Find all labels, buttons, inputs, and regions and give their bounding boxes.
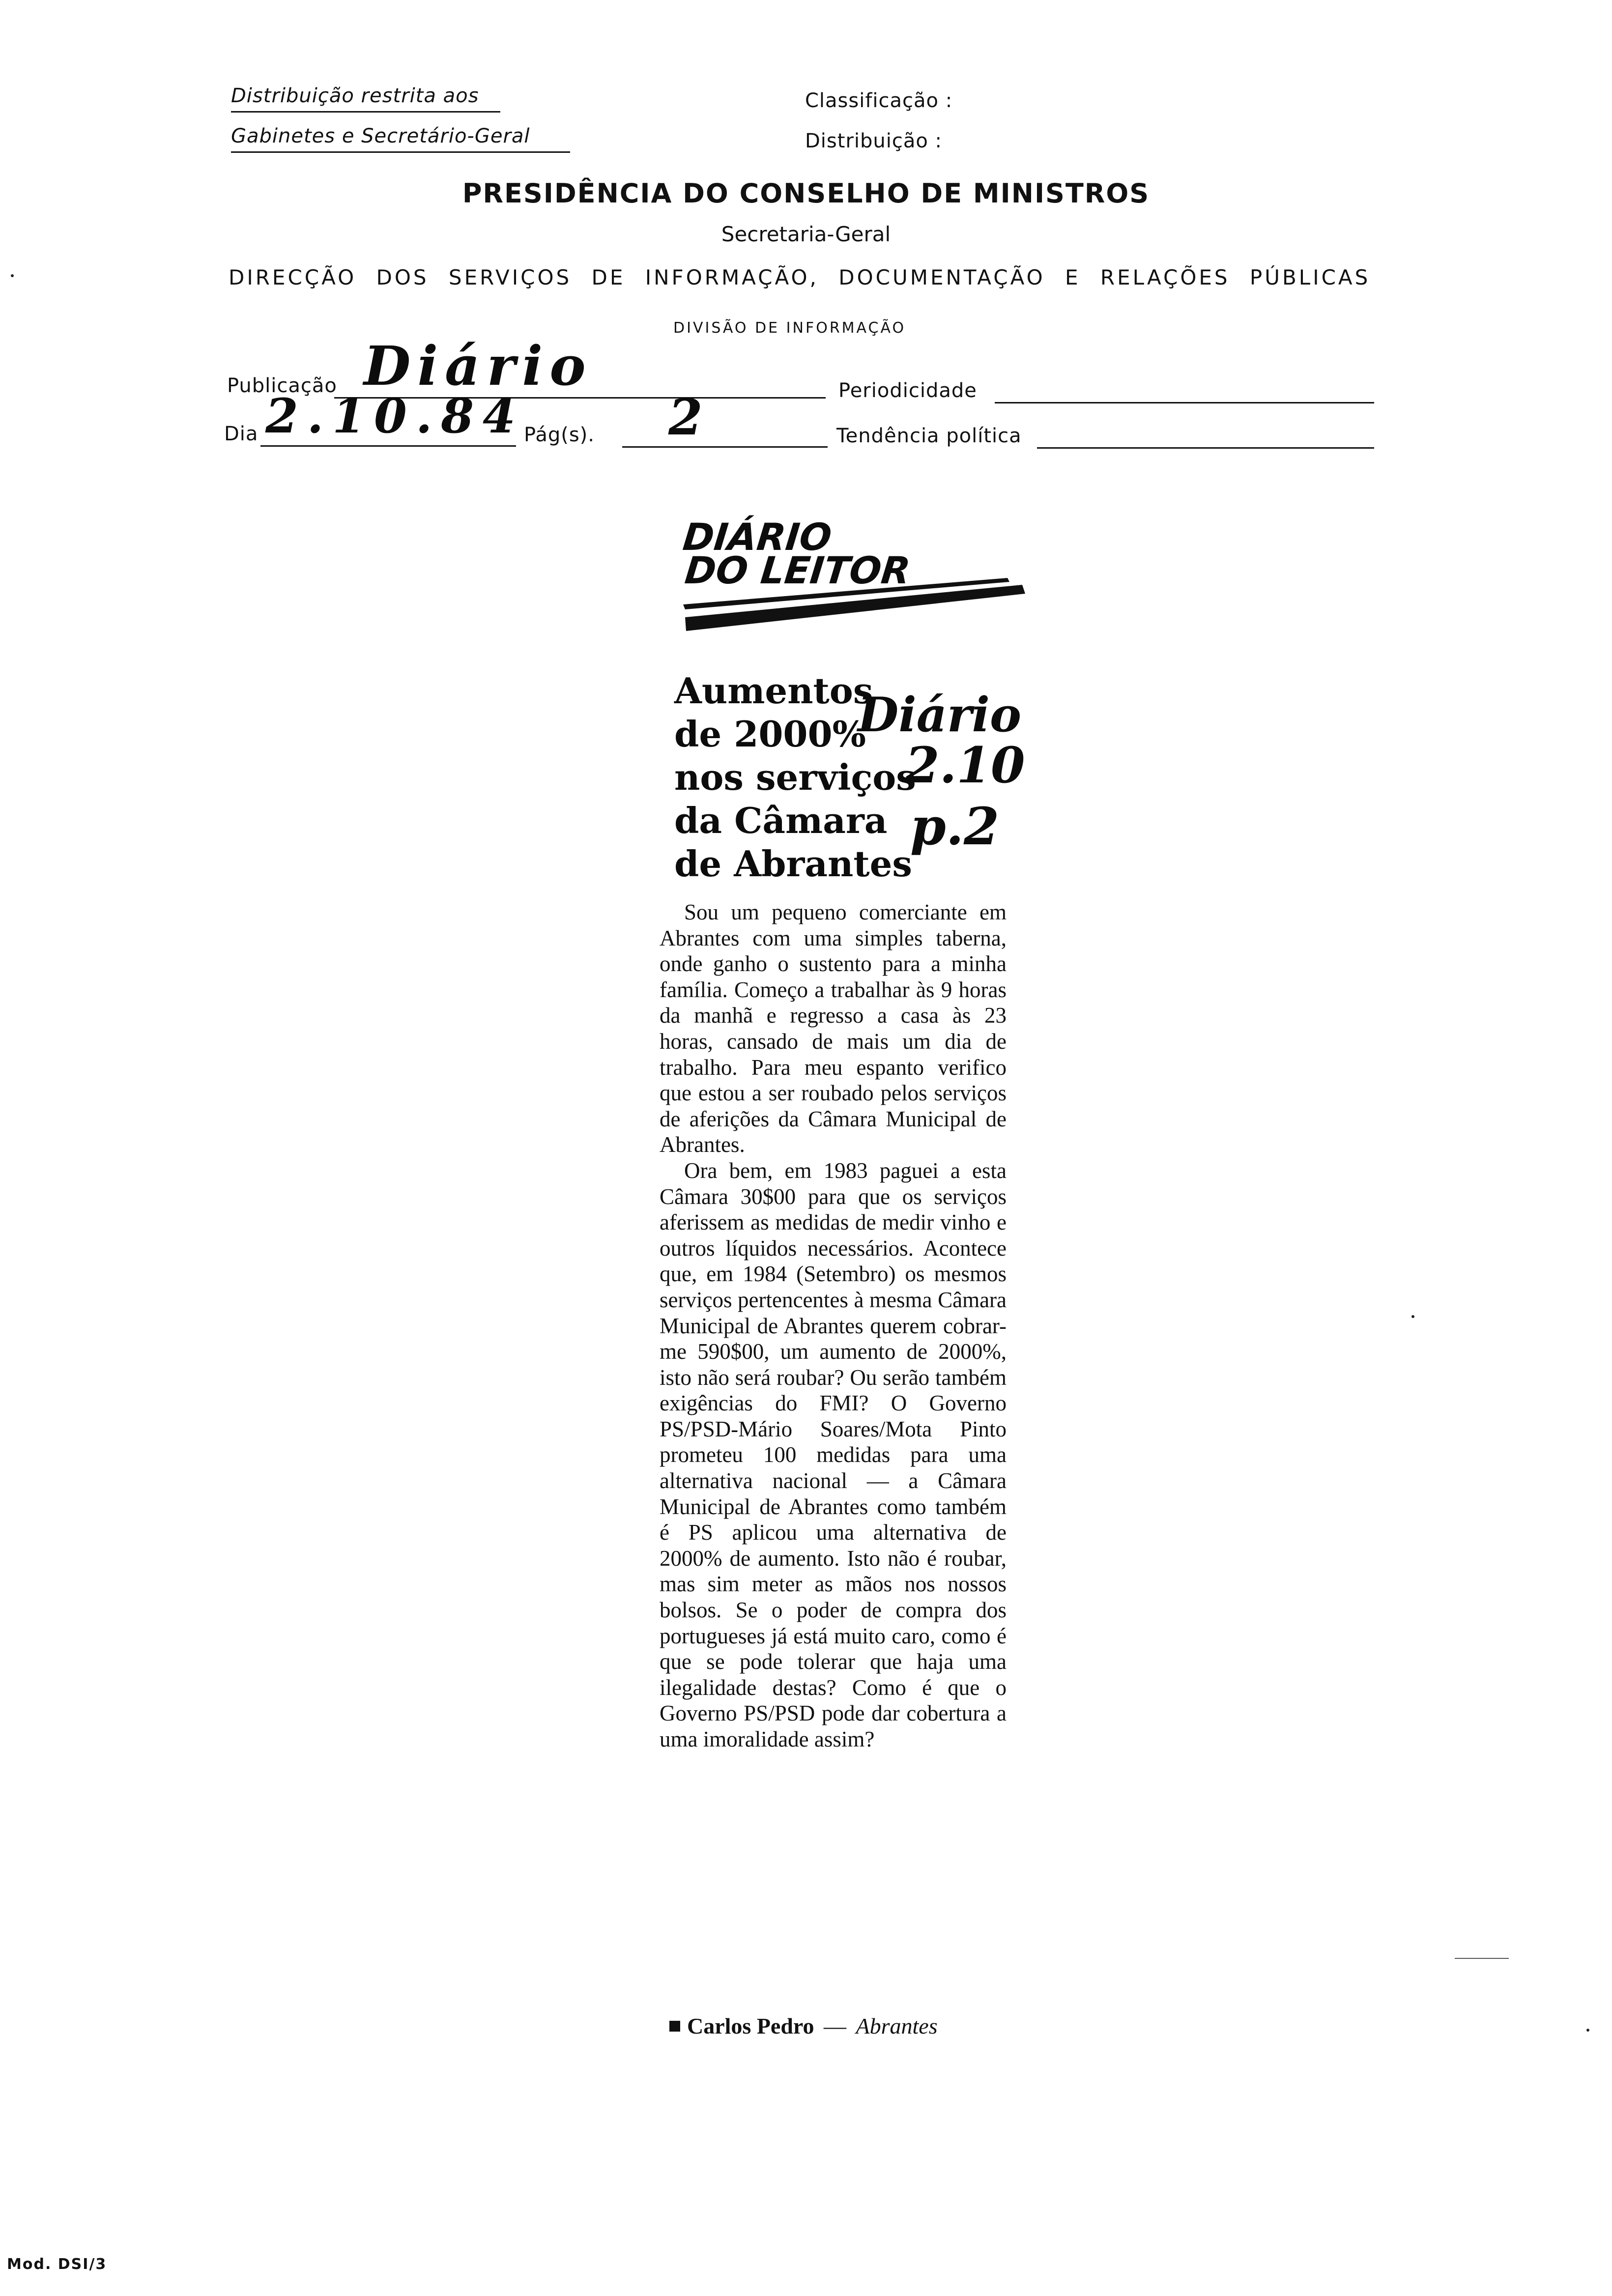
headline-line: Aumentos — [674, 670, 873, 712]
article-paragraph: Sou um pequeno comerciante em Abrantes com uma simples taberna, onde ganho o sustento para a minha família. Começo a trabalhar às 9 horas da manhã e regresso a casa às 23 horas, cansado de mais um dia de trabalho. Para meu espanto verifico que estou a ser roubado pelos serviços de aferições da Câmara Municipal de Abrantes. — [660, 900, 1007, 1157]
form-model-code: Mod. DSI/3 — [7, 2256, 107, 2273]
division-label: DIVISÃO DE INFORMAÇÃO — [673, 319, 906, 337]
signature-place: Abrantes — [856, 2013, 938, 2038]
article-body — [660, 899, 1007, 1752]
distribution-restriction-line2: Gabinetes e Secretário-Geral — [231, 125, 530, 147]
political-tendency-field-line — [1037, 447, 1374, 449]
directorate-line: DIRECÇÃO DOS SERVIÇOS DE INFORMAÇÃO, DOCUMENTAÇÃO E RELAÇÕES PÚBLICAS — [229, 265, 1371, 289]
periodicity-label: Periodicidade — [838, 379, 977, 402]
section-logo-underline — [683, 570, 1027, 634]
bullet-icon — [669, 2021, 680, 2032]
headline-line: da Câmara — [674, 800, 888, 841]
headline-line: de 2000% — [674, 713, 866, 755]
political-tendency-label: Tendência política — [836, 425, 1022, 447]
article-paragraph: Ora bem, em 1983 paguei a esta Câmara 30$00 para que os serviços aferissem as medidas de medir vinho e outros líquidos necessários. Acontece que, em 1984 (Setembro) os mesmos serviços pertencentes à mesma Câmara Municipal de Abrantes querem cobrar-me 590$00, um aumento de 2000%, isto não será roubar? Ou serão também exigências do FMI? O Governo PS/PSD-Mário Soares/Mota Pinto prometeu 100 medidas para uma alternativa nacional — a Câmara Municipal de Abrantes como também é PS aplicou uma alternativa de 2000% de aumento. Isto não é roubar, mas sim meter as mãos nos nossos bolsos. Se o poder de compra dos portugueses já está muito caro, como é que se pode tolerar que haja uma ilegalidade destas? Como é que o Governo PS/PSD pode dar cobertura a uma imoralidade assim? — [660, 1158, 1007, 1751]
classification-label: Classificação : — [805, 89, 953, 112]
signature-dash: — — [824, 2013, 847, 2038]
distribution-label: Distribuição : — [805, 130, 943, 152]
headline-line: nos serviços — [674, 756, 916, 798]
scan-speck — [1411, 1315, 1414, 1318]
section-logo-line2: DO LEITOR — [683, 548, 913, 592]
scan-speck — [11, 274, 14, 277]
distribution-restriction-line1: Distribuição restrita aos — [231, 85, 479, 107]
publication-handwritten-value: Diário — [364, 334, 593, 398]
article-signature — [669, 2013, 938, 2039]
signature-name: Carlos Pedro — [687, 2013, 814, 2038]
office-title: PRESIDÊNCIA DO CONSELHO DE MINISTROS — [462, 178, 1150, 209]
office-subtitle: Secretaria-Geral — [721, 222, 891, 246]
handwritten-annotation: p.2 — [910, 796, 1000, 857]
handwritten-annotation: Diário — [858, 687, 1021, 743]
day-field-line — [260, 445, 516, 447]
pages-field-line — [622, 446, 828, 448]
pages-label: Pág(s). — [524, 424, 595, 446]
pages-handwritten-value: 2 — [668, 388, 703, 446]
day-handwritten-value: 2.10.84 — [265, 388, 524, 444]
underline — [231, 111, 500, 113]
section-logo-line1: DIÁRIO — [681, 515, 834, 559]
publication-label: Publicação — [227, 374, 337, 397]
scan-speck — [1586, 2029, 1589, 2032]
scan-mark — [1455, 1958, 1509, 1959]
headline-line: de Abrantes — [674, 843, 912, 885]
handwritten-annotation: 2.10 — [905, 736, 1025, 794]
periodicity-field-line — [995, 402, 1374, 403]
underline — [231, 151, 570, 153]
day-label: Dia — [224, 423, 259, 445]
